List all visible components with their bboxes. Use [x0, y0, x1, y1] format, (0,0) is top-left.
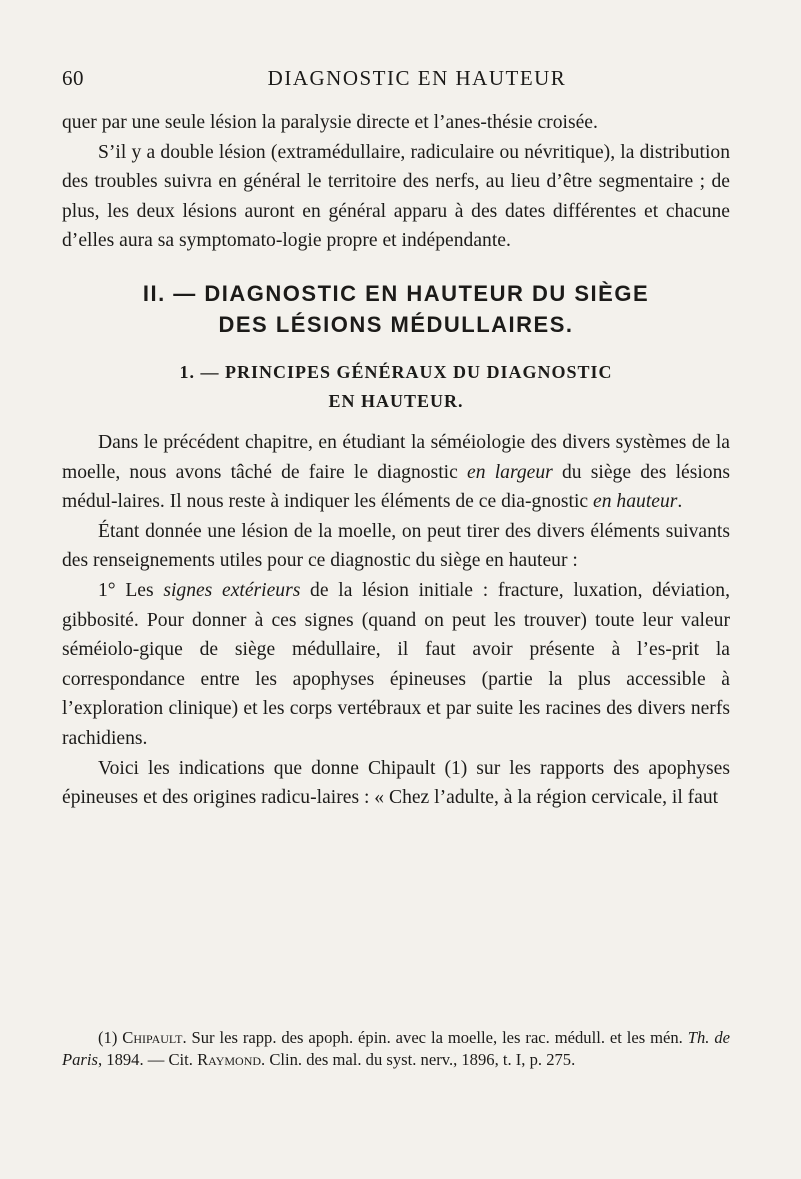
subsection-title [62, 358, 730, 416]
section-title-line-2: DES LÉSIONS MÉDULLAIRES. [218, 311, 574, 337]
paragraph-3-text-c: . [677, 491, 683, 513]
section-title-line-1: II. — DIAGNOSTIC EN HAUTEUR DU SIÈGE [142, 280, 650, 306]
footnote-text-c: . Clin. des mal. du syst. nerv., 1896, t. I, p. 275. [261, 1050, 576, 1069]
running-title: DIAGNOSTIC EN HAUTEUR [267, 66, 567, 90]
footnote-text-b: , 1894. — Cit. [97, 1050, 198, 1069]
footnote [62, 1027, 730, 1071]
paragraph-2: S’il y a double lésion (extramédullaire, radiculaire ou névritique), la distribution des troubles suivra en général le territoire des nerfs, au lieu d’être segmentaire ; de plus, les deux lésions auront en général apparu à des dates différentes et chacune d’elles aura sa symptomato-logie propre et indépendante. [62, 141, 730, 252]
paragraph-5-text-b: de la lésion initiale : fracture, luxation, déviation, gibbosité. Pour donner à ces signes (quand on peut les trouver) toute leur valeur séméiolo-gique de siège médullaire, il faut avoir présente à l’es-prit la correspondance entre les apophyses épineuses (partie la plus accessible à l’exploration clinique) et les corps vertébraux et par suite les racines des divers nerfs rachidiens. [62, 579, 730, 749]
subsection-title-line-1: 1. — PRINCIPES GÉNÉRAUX DU DIAGNOSTIC [179, 361, 613, 382]
footnote-marker: (1) [98, 1028, 123, 1047]
footnote-author-2: Raymond [197, 1050, 262, 1069]
page-number: 60 [62, 66, 84, 90]
paragraph-3-italic-b: en hauteur [593, 491, 678, 513]
paragraph-3-italic-a: en largeur [467, 461, 553, 483]
paragraph-3 [62, 428, 730, 517]
footnote-italic: Th. de Paris [62, 1028, 730, 1069]
footnote-author: Chipault [122, 1028, 183, 1047]
paragraph-4: Étant donnée une lésion de la moelle, on peut tirer des divers éléments suivants des renseignements utiles pour ce diagnostic du siège en hauteur : [62, 520, 730, 572]
section-title [62, 278, 730, 340]
paragraph-6: Voici les indications que donne Chipault (1) sur les rapports des apophyses épineuses et des origines radicu-laires : « Chez l’adulte, à la région cervicale, il faut [62, 757, 730, 809]
paragraph-3-text-a: Dans le précédent chapitre, en étudiant la séméiologie des divers systèmes de la moelle, nous avons tâché de faire le diagnostic [62, 431, 730, 483]
page-body [62, 108, 730, 813]
paragraph-1: quer par une seule lésion la paralysie directe et l’anes-thésie croisée. [62, 112, 598, 133]
paragraph-5-text-a: 1° Les [98, 579, 164, 601]
subsection-title-line-2: EN HAUTEUR. [328, 390, 464, 411]
paragraph-3-text-b: du siège des lésions médul-laires. Il nous reste à indiquer les éléments de ce dia-gnostic [62, 461, 730, 513]
paragraph-5-italic-a: signes extérieurs [163, 579, 301, 601]
page-header [62, 66, 712, 96]
paragraph-5 [62, 576, 730, 754]
footnote-text-a: . Sur les rapp. des apoph. épin. avec la moelle, les rac. médull. et les mén. [182, 1028, 688, 1047]
